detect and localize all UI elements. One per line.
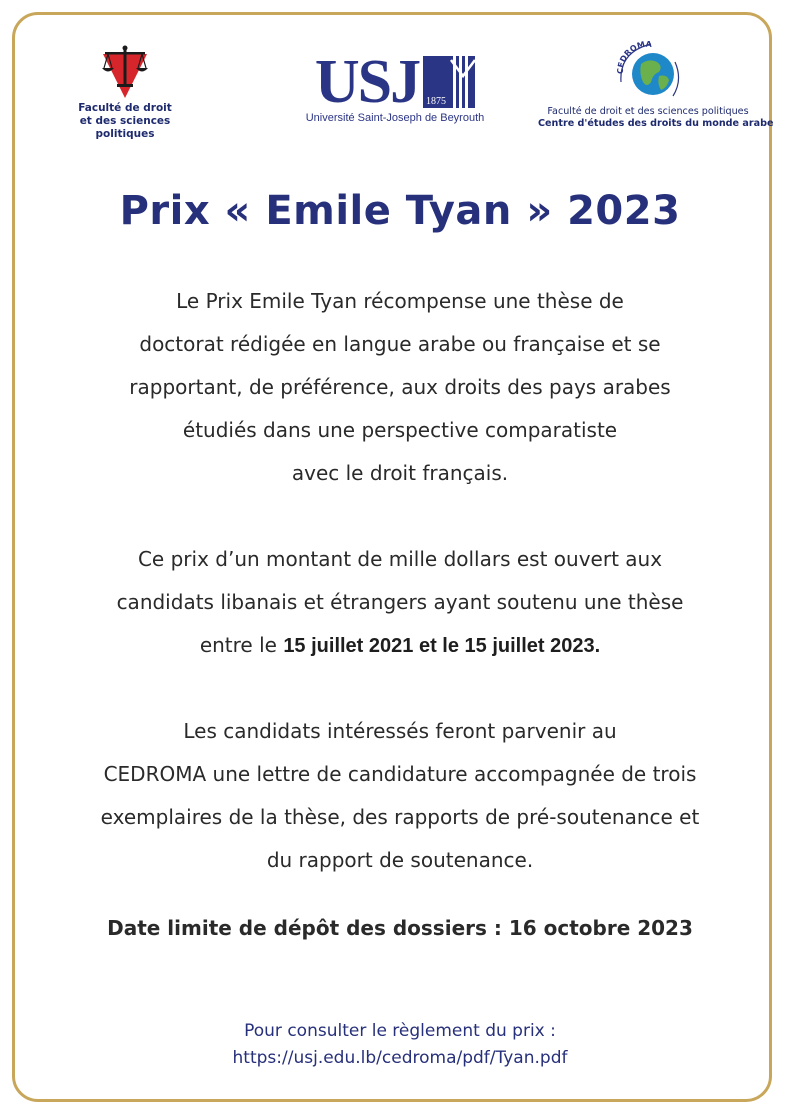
cedroma-logo-line2: Centre d'études des droits du monde arabe [538, 118, 774, 129]
usj-caption: Université Saint-Joseph de Beyrouth [305, 112, 485, 124]
footer-label: Pour consulter le règlement du prix : [244, 1021, 556, 1041]
submission-paragraph [40, 710, 760, 882]
faculty-logo-line2: et des sciences politiques [79, 115, 171, 140]
date-range-prefix: entre le [199, 633, 284, 657]
cedroma-logo [538, 38, 774, 130]
deadline: Date limite de dépôt des dossiers : 16 octobre 2023 [107, 916, 693, 940]
paragraph-line: exemplaires de la thèse, des rapports de pré-soutenance et [100, 805, 700, 829]
faculty-logo [50, 44, 200, 141]
description-paragraph [40, 280, 760, 495]
date-range: 15 juillet 2021 et le 15 juillet 2023. [283, 635, 601, 657]
paragraph-line: du rapport de soutenance. [266, 848, 534, 872]
paragraph-line [40, 624, 760, 668]
footer [0, 1018, 800, 1072]
faculty-logo-line1: Faculté de droit [78, 102, 172, 114]
cedroma-logo-line1: Faculté de droit et des sciences politiques [547, 106, 749, 117]
usj-logo [300, 48, 490, 124]
paragraph-line: étudiés dans une perspective comparatiste [182, 418, 618, 442]
rules-link[interactable]: https://usj.edu.lb/cedroma/pdf/Tyan.pdf [232, 1048, 568, 1068]
usj-wordmark: USJ [314, 48, 420, 116]
usj-emblem-icon [423, 54, 475, 108]
scales-of-justice-icon [99, 44, 151, 100]
paragraph-line: rapportant, de préférence, aux droits des pays arabes [129, 375, 671, 399]
paragraph-line: Les candidats intéressés feront parvenir au [183, 719, 617, 743]
cedroma-ring-text: CEDROMA [615, 39, 652, 75]
paragraph-line: candidats libanais et étrangers ayant soutenu une thèse [116, 590, 684, 614]
paragraph-line: avec le droit français. [291, 461, 509, 485]
usj-year: 1875 [426, 96, 447, 107]
globe-icon [613, 38, 683, 104]
paragraph-line: doctorat rédigée en langue arabe ou française et se [139, 332, 661, 356]
paragraph-line: Ce prix d’un montant de mille dollars est ouvert aux [137, 547, 663, 571]
paragraph-line: Le Prix Emile Tyan récompense une thèse de [176, 289, 624, 313]
eligibility-paragraph [40, 538, 760, 668]
page-title: Prix « Emile Tyan » 2023 [119, 188, 681, 234]
paragraph-line: CEDROMA une lettre de candidature accompagnée de trois [103, 762, 697, 786]
